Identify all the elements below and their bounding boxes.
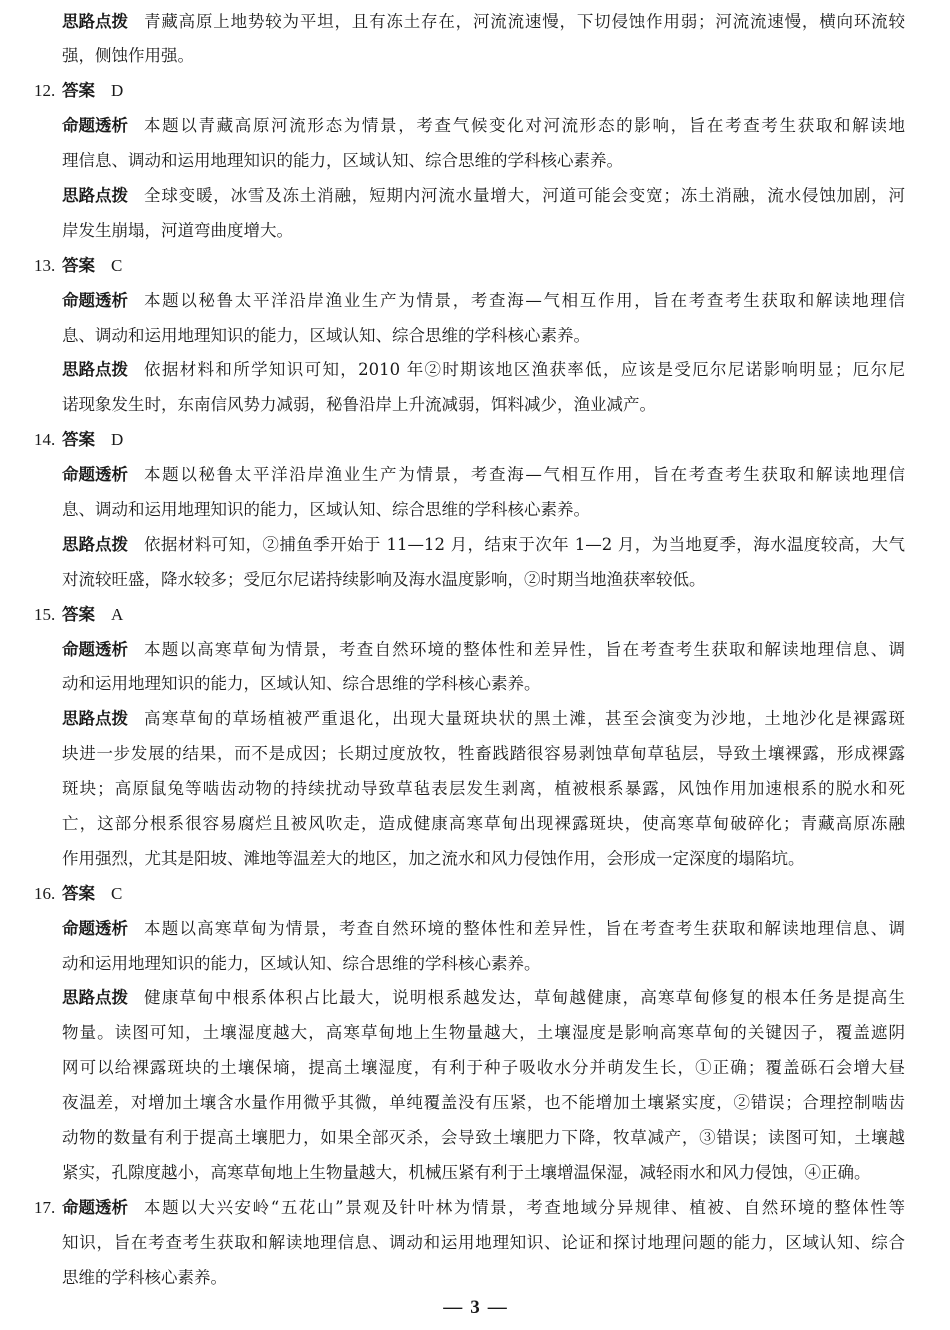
text-line [62, 912, 905, 947]
paragraph-text: 思维的学科核心素养。 [62, 1267, 227, 1287]
item-number: 13. [34, 255, 56, 275]
text-line [62, 772, 905, 807]
paragraph-text: 强，侧蚀作用强。 [62, 46, 194, 66]
paragraph-text: 动物的数量有利于提高土壤肥力，如果全部灭杀，会导致土壤肥力下降，牧草减产，③错误；读图可知，土壤越 [62, 1128, 905, 1147]
text-line [62, 947, 905, 982]
footer-dash-right: — [487, 1297, 507, 1318]
item-number: 17. [34, 1197, 56, 1217]
answer-row [34, 877, 905, 912]
item-number: 15. [34, 604, 56, 624]
text-line [62, 1226, 905, 1261]
answer-row [34, 598, 905, 633]
answer-row [34, 249, 905, 284]
paragraph-text: 息、调动和运用地理知识的能力，区域认知、综合思维的学科核心素养。 [62, 499, 590, 519]
paragraph-text: 依据材料可知，②捕鱼季开始于 11—12 月，结束于次年 1—2 月，为当地夏季，海水温度较高，大气 [144, 534, 905, 554]
paragraph-text: 物量。读图可知，土壤湿度越大，高寒草甸地上生物量越大，土壤湿度是影响高寒草甸的关键因子，覆盖遮阴 [62, 1023, 905, 1043]
answer-value: C [111, 255, 123, 275]
paragraph-text: 紧实，孔隙度越小，高寒草甸地上生物量越大，机械压紧有利于土壤增温保湿，减轻雨水和风力侵蚀，④正确。 [62, 1162, 871, 1182]
answer-row [34, 74, 905, 109]
paragraph-text: 亡，这部分根系很容易腐烂且被风吹走，造成健康高寒草甸出现裸露斑块，使高寒草甸破碎化；青藏高原冻融 [62, 813, 905, 833]
text-line [62, 633, 905, 668]
section-label: 思路点拨 [62, 360, 128, 380]
page-number: 3 [470, 1297, 480, 1318]
paragraph-text: 理信息、调动和运用地理知识的能力，区域认知、综合思维的学科核心素养。 [62, 151, 623, 171]
section-label: 思路点拨 [62, 709, 128, 729]
text-line [62, 109, 905, 144]
answer-label: 答案 [62, 81, 95, 101]
text-line [62, 319, 905, 354]
footer-dash-left: — [443, 1297, 463, 1318]
answer-value: C [111, 883, 123, 903]
text-line [62, 737, 905, 772]
text-line [62, 563, 905, 598]
text-line [62, 493, 905, 528]
section-label: 命题透析 [62, 639, 128, 659]
text-line [62, 1156, 905, 1191]
paragraph-text: 息、调动和运用地理知识的能力，区域认知、综合思维的学科核心素养。 [62, 325, 590, 345]
page-footer [0, 1295, 950, 1321]
answer-value: D [111, 430, 124, 450]
section-label: 命题透析 [62, 465, 128, 485]
paragraph-text: 斑块；高原鼠兔等啮齿动物的持续扰动导致草毡表层发生剥离，植被根系暴露，风蚀作用加速根系的脱水和死 [62, 779, 905, 799]
text-line [62, 5, 905, 40]
text-line [62, 1261, 905, 1296]
answer-label: 答案 [62, 255, 95, 275]
paragraph-text: 作用强烈，尤其是阳坡、滩地等温差大的地区，加之流水和风力侵蚀作用，会形成一定深度的塌陷坑。 [62, 848, 805, 868]
section-label: 命题透析 [62, 290, 128, 310]
paragraph-text: 岸发生崩塌，河道弯曲度增大。 [62, 220, 293, 240]
text-line [62, 528, 905, 563]
item-number: 14. [34, 430, 56, 450]
item-number: 16. [34, 883, 56, 903]
answer-value: A [111, 604, 124, 624]
section-label: 思路点拨 [62, 534, 128, 554]
paragraph-text: 高寒草甸的草场植被严重退化，出现大量斑块状的黑土滩，甚至会演变为沙地，土地沙化是裸露斑 [144, 709, 905, 729]
text-line [62, 702, 905, 737]
text-line [34, 1191, 905, 1226]
paragraph-text: 块进一步发展的结果，而不是成因；长期过度放牧，牲畜践踏很容易剥蚀草甸草毡层，导致土壤裸露，形成裸露 [62, 744, 905, 764]
paragraph-text: 全球变暖，冰雪及冻土消融，短期内河流水量增大，河道可能会变宽；冻土消融，流水侵蚀加剧，河 [144, 185, 905, 205]
paragraph-text: 对流较旺盛，降水较多；受厄尔尼诺持续影响及海水温度影响，②时期当地渔获率较低。 [62, 569, 706, 589]
paragraph-text: 网可以给裸露斑块的土壤保墒，提高土壤湿度，有利于种子吸收水分并萌发生长，①正确；覆盖砾石会增大昼 [62, 1058, 905, 1078]
text-line [62, 1051, 905, 1086]
answer-label: 答案 [62, 883, 95, 903]
text-line [62, 667, 905, 702]
section-label: 思路点拨 [62, 11, 128, 31]
section-label: 思路点拨 [62, 988, 128, 1008]
paragraph-text: 本题以秘鲁太平洋沿岸渔业生产为情景，考查海—气相互作用，旨在考查考生获取和解读地理信 [144, 290, 905, 310]
item-number: 12. [34, 81, 56, 101]
text-line [62, 842, 905, 877]
answer-row [34, 423, 905, 458]
paragraph-text: 青藏高原上地势较为平坦，且有冻土存在，河流流速慢，下切侵蚀作用弱；河流流速慢，横向环流较 [144, 11, 905, 31]
text-line [62, 388, 905, 423]
paragraph-text: 本题以高寒草甸为情景，考查自然环境的整体性和差异性，旨在考查考生获取和解读地理信息、调 [144, 918, 905, 938]
text-line [62, 1016, 905, 1051]
text-line [62, 179, 905, 214]
section-label: 命题透析 [62, 116, 128, 136]
paragraph-text: 本题以秘鲁太平洋沿岸渔业生产为情景，考查海—气相互作用，旨在考查考生获取和解读地理信 [144, 465, 905, 485]
paragraph-text: 诺现象发生时，东南信风势力减弱，秘鲁沿岸上升流减弱，饵料减少，渔业减产。 [62, 395, 656, 415]
section-label: 命题透析 [62, 1197, 128, 1217]
section-label: 命题透析 [62, 918, 128, 938]
paragraph-text: 依据材料和所学知识可知，2010 年②时期该地区渔获率低，应该是受厄尔尼诺影响明显；厄尔尼 [144, 360, 905, 380]
paragraph-text: 知识，旨在考查考生获取和解读地理信息、调动和运用地理知识、论证和探讨地理问题的能力，区域认知、综合 [62, 1232, 905, 1252]
paragraph-text: 夜温差，对增加土壤含水量作用微乎其微，单纯覆盖没有压紧，也不能增加土壤紧实度，②错误；合理控制啮齿 [62, 1093, 905, 1113]
paragraph-text: 本题以青藏高原河流形态为情景，考查气候变化对河流形态的影响，旨在考查考生获取和解读地 [144, 116, 905, 136]
paragraph-text: 本题以高寒草甸为情景，考查自然环境的整体性和差异性，旨在考查考生获取和解读地理信息、调 [144, 639, 905, 659]
text-line [62, 1086, 905, 1121]
paragraph-text: 健康草甸中根系体积占比最大，说明根系越发达，草甸越健康，高寒草甸修复的根本任务是提高生 [144, 988, 905, 1008]
text-line [62, 1121, 905, 1156]
text-line [62, 144, 905, 179]
paragraph-text: 动和运用地理知识的能力，区域认知、综合思维的学科核心素养。 [62, 674, 541, 694]
section-label: 思路点拨 [62, 185, 128, 205]
text-line [62, 353, 905, 388]
text-line [62, 458, 905, 493]
answer-content [34, 5, 905, 1296]
paragraph-text: 本题以大兴安岭“五花山”景观及针叶林为情景，考查地域分异规律、植被、自然环境的整体性等 [144, 1197, 905, 1217]
text-line [62, 39, 905, 74]
text-line [62, 981, 905, 1016]
text-line [62, 214, 905, 249]
answer-value: D [111, 81, 124, 101]
text-line [62, 807, 905, 842]
answer-label: 答案 [62, 430, 95, 450]
paragraph-text: 动和运用地理知识的能力，区域认知、综合思维的学科核心素养。 [62, 953, 541, 973]
text-line [62, 284, 905, 319]
answer-label: 答案 [62, 604, 95, 624]
